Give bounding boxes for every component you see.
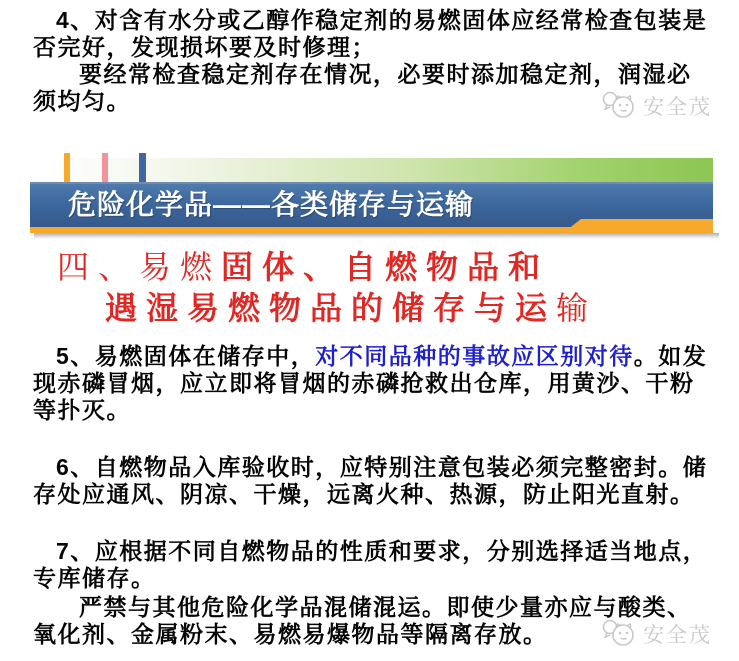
anquanmao-logo-icon bbox=[600, 618, 638, 650]
section-heading bbox=[57, 247, 597, 329]
anquanmao-logo-icon bbox=[600, 90, 638, 122]
item-4-paragraph-2: 要经常检查稳定剂存在情况，必要时添加稳定剂，润湿必须均匀。 bbox=[33, 61, 692, 114]
section-banner bbox=[0, 153, 739, 243]
banner-title: 危险化学品——各类储存与运输 bbox=[68, 189, 475, 220]
item-6-text: 6、自燃物品入库验收时，应特别注意包装必须完整密封。储存处应通风、阴凉、干燥，远离火种、热源，防止阳光直射。 bbox=[33, 454, 708, 507]
item-5-text: 5、易燃固体在储存中，对不同品种的事故应区别对待。如发现赤磷冒烟，应立即将冒烟的赤磷抢救出仓库，用黄沙、干粉等扑灭。 bbox=[33, 343, 708, 423]
watermark-top bbox=[600, 90, 712, 122]
banner-trapezoid bbox=[563, 219, 713, 233]
tick-blue bbox=[139, 153, 146, 182]
watermark-text: 安全茂 bbox=[643, 96, 712, 119]
banner-shadow bbox=[34, 233, 719, 239]
body-items bbox=[33, 343, 714, 648]
tick-orange bbox=[64, 153, 70, 182]
item-4-paragraph-1: 4、对含有水分或乙醇作稳定剂的易燃固体应经常检查包装是否完好，发现损坏要及时修理； bbox=[33, 7, 708, 60]
item-7-text-2: 严禁与其他危险化学品混储混运。即使少量亦应与酸类、氧化剂、金属粉末、易燃易爆物品等隔离存放。 bbox=[33, 594, 692, 647]
item-7-text: 7、应根据不同自燃物品的性质和要求，分别选择适当地点，专库储存。 bbox=[33, 538, 708, 591]
watermark-text: 安全茂 bbox=[643, 624, 712, 647]
section-heading-line2: 遇湿易燃物品的储存与运输 bbox=[105, 290, 598, 326]
tick-pink bbox=[102, 153, 108, 182]
watermark-bottom bbox=[600, 618, 712, 650]
section-heading-line1: 四、易燃固体、自燃物品和 bbox=[57, 249, 550, 285]
